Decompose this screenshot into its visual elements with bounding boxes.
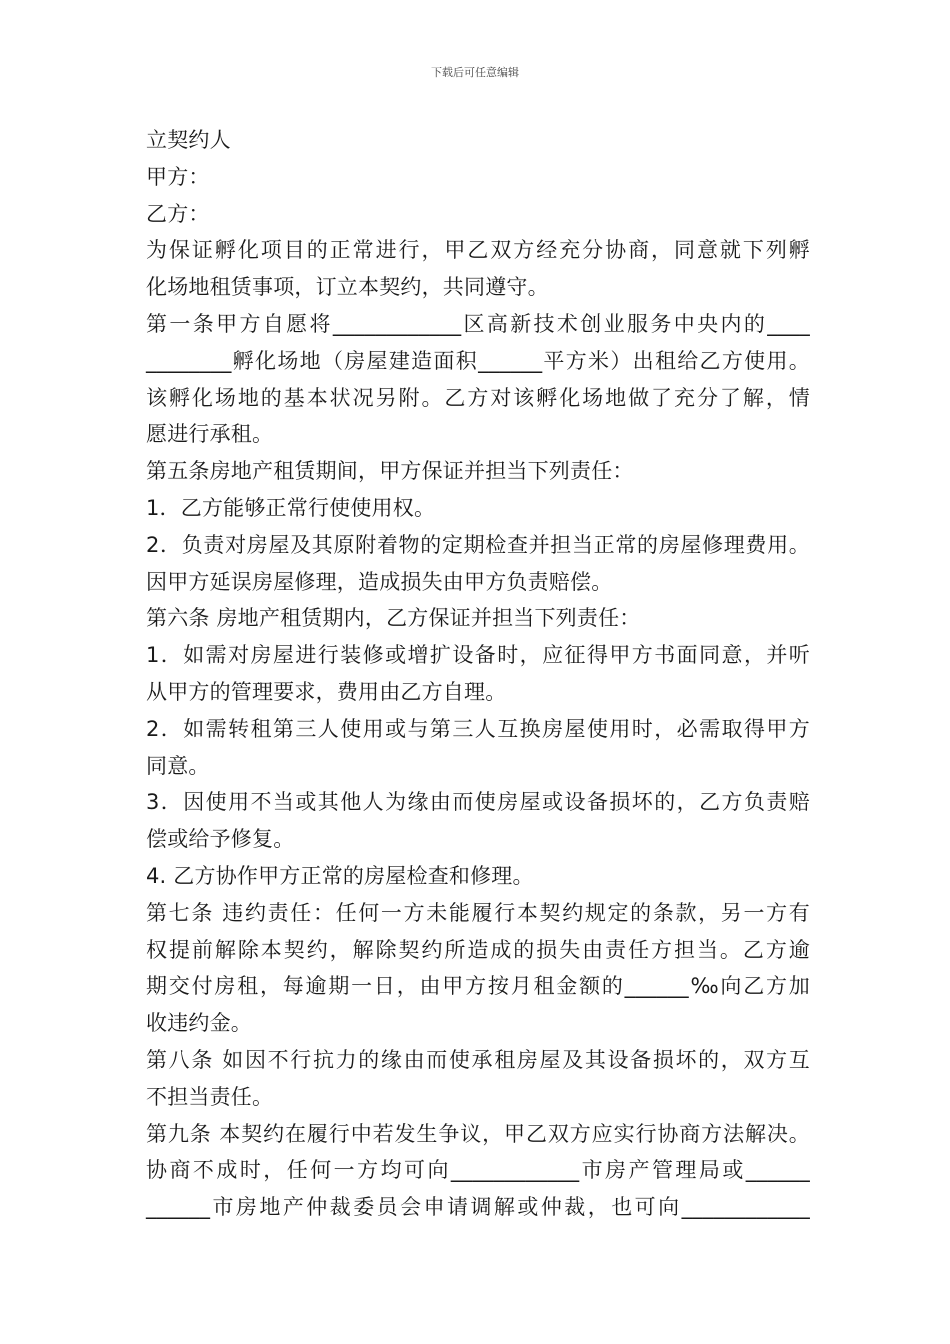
document-line: 化场地租赁事项，订立本契约，共同遵守。 (146, 275, 549, 300)
document-line: 该孵化场地的基本状况另附。乙方对该孵化场地做了充分了解，情 (146, 385, 810, 410)
document-line: 不担当责任。 (146, 1084, 274, 1109)
document-line: 偿或给予修复。 (146, 827, 295, 852)
document-line: 期交付房租，每逾期一日，由甲方按月租金额的______‰向乙方加 (146, 974, 810, 999)
document-line: 第八条 如因不行抗力的缘由而使承租房屋及其设备损坏的，双方互 (146, 1047, 810, 1072)
document-line: 协商不成时，任何一方均可向____________市房产管理局或______ (146, 1158, 810, 1183)
document-line: 立契约人 (146, 128, 231, 152)
document-line: 第六条 房地产租赁期内，乙方保证并担当下列责任： (146, 606, 641, 631)
document-line: 愿进行承租。 (146, 422, 274, 447)
document-line: 为保证孵化项目的正常进行，甲乙双方经充分协商，同意就下列孵 (146, 238, 810, 263)
document-line: 4. 乙方协作甲方正常的房屋检查和修理。 (146, 863, 534, 888)
document-line: 第一条甲方自愿将____________区高新技术创业服务中央内的____ (146, 311, 810, 336)
document-line: 第五条房地产租赁期间，甲方保证并担当下列责任： (146, 459, 634, 484)
document-line: 1．乙方能够正常行使使用权。 (146, 495, 436, 520)
document-line: 同意。 (146, 753, 210, 778)
document-line: 2．负责对房屋及其原附着物的定期检查并担当正常的房屋修理费用。 (146, 532, 810, 557)
document-line: 甲方： (146, 164, 210, 189)
document-line: 2．如需转租第三人使用或与第三人互换房屋使用时，必需取得甲方 (146, 716, 810, 741)
document-line: 从甲方的管理要求，费用由乙方自理。 (146, 679, 507, 704)
document-line: ______市房地产仲裁委员会申请调解或仲裁，也可向____________ (146, 1195, 810, 1220)
document-line: 第七条 违约责任：任何一方未能履行本契约规定的条款，另一方有 (146, 900, 810, 925)
document-line: 因甲方延误房屋修理，造成损失由甲方负责赔偿。 (146, 569, 613, 594)
document-line: 收违约金。 (146, 1011, 252, 1036)
document-line: 3．因使用不当或其他人为缘由而使房屋或设备损坏的，乙方负责赔 (146, 790, 810, 815)
document-line: 第九条 本契约在履行中若发生争议，甲乙双方应实行协商方法解决。 (146, 1121, 810, 1146)
document-line: 权提前解除本契约，解除契约所造成的损失由责任方担当。乙方逾 (146, 937, 810, 962)
document-line: 乙方： (146, 201, 210, 226)
document-body (146, 122, 810, 1226)
header-note: 下载后可任意编辑 (431, 66, 519, 79)
document-line: 1．如需对房屋进行装修或增扩设备时，应征得甲方书面同意，并听 (146, 643, 810, 668)
document-line: ________孵化场地（房屋建造面积______平方米）出租给乙方使用。 (146, 348, 810, 373)
